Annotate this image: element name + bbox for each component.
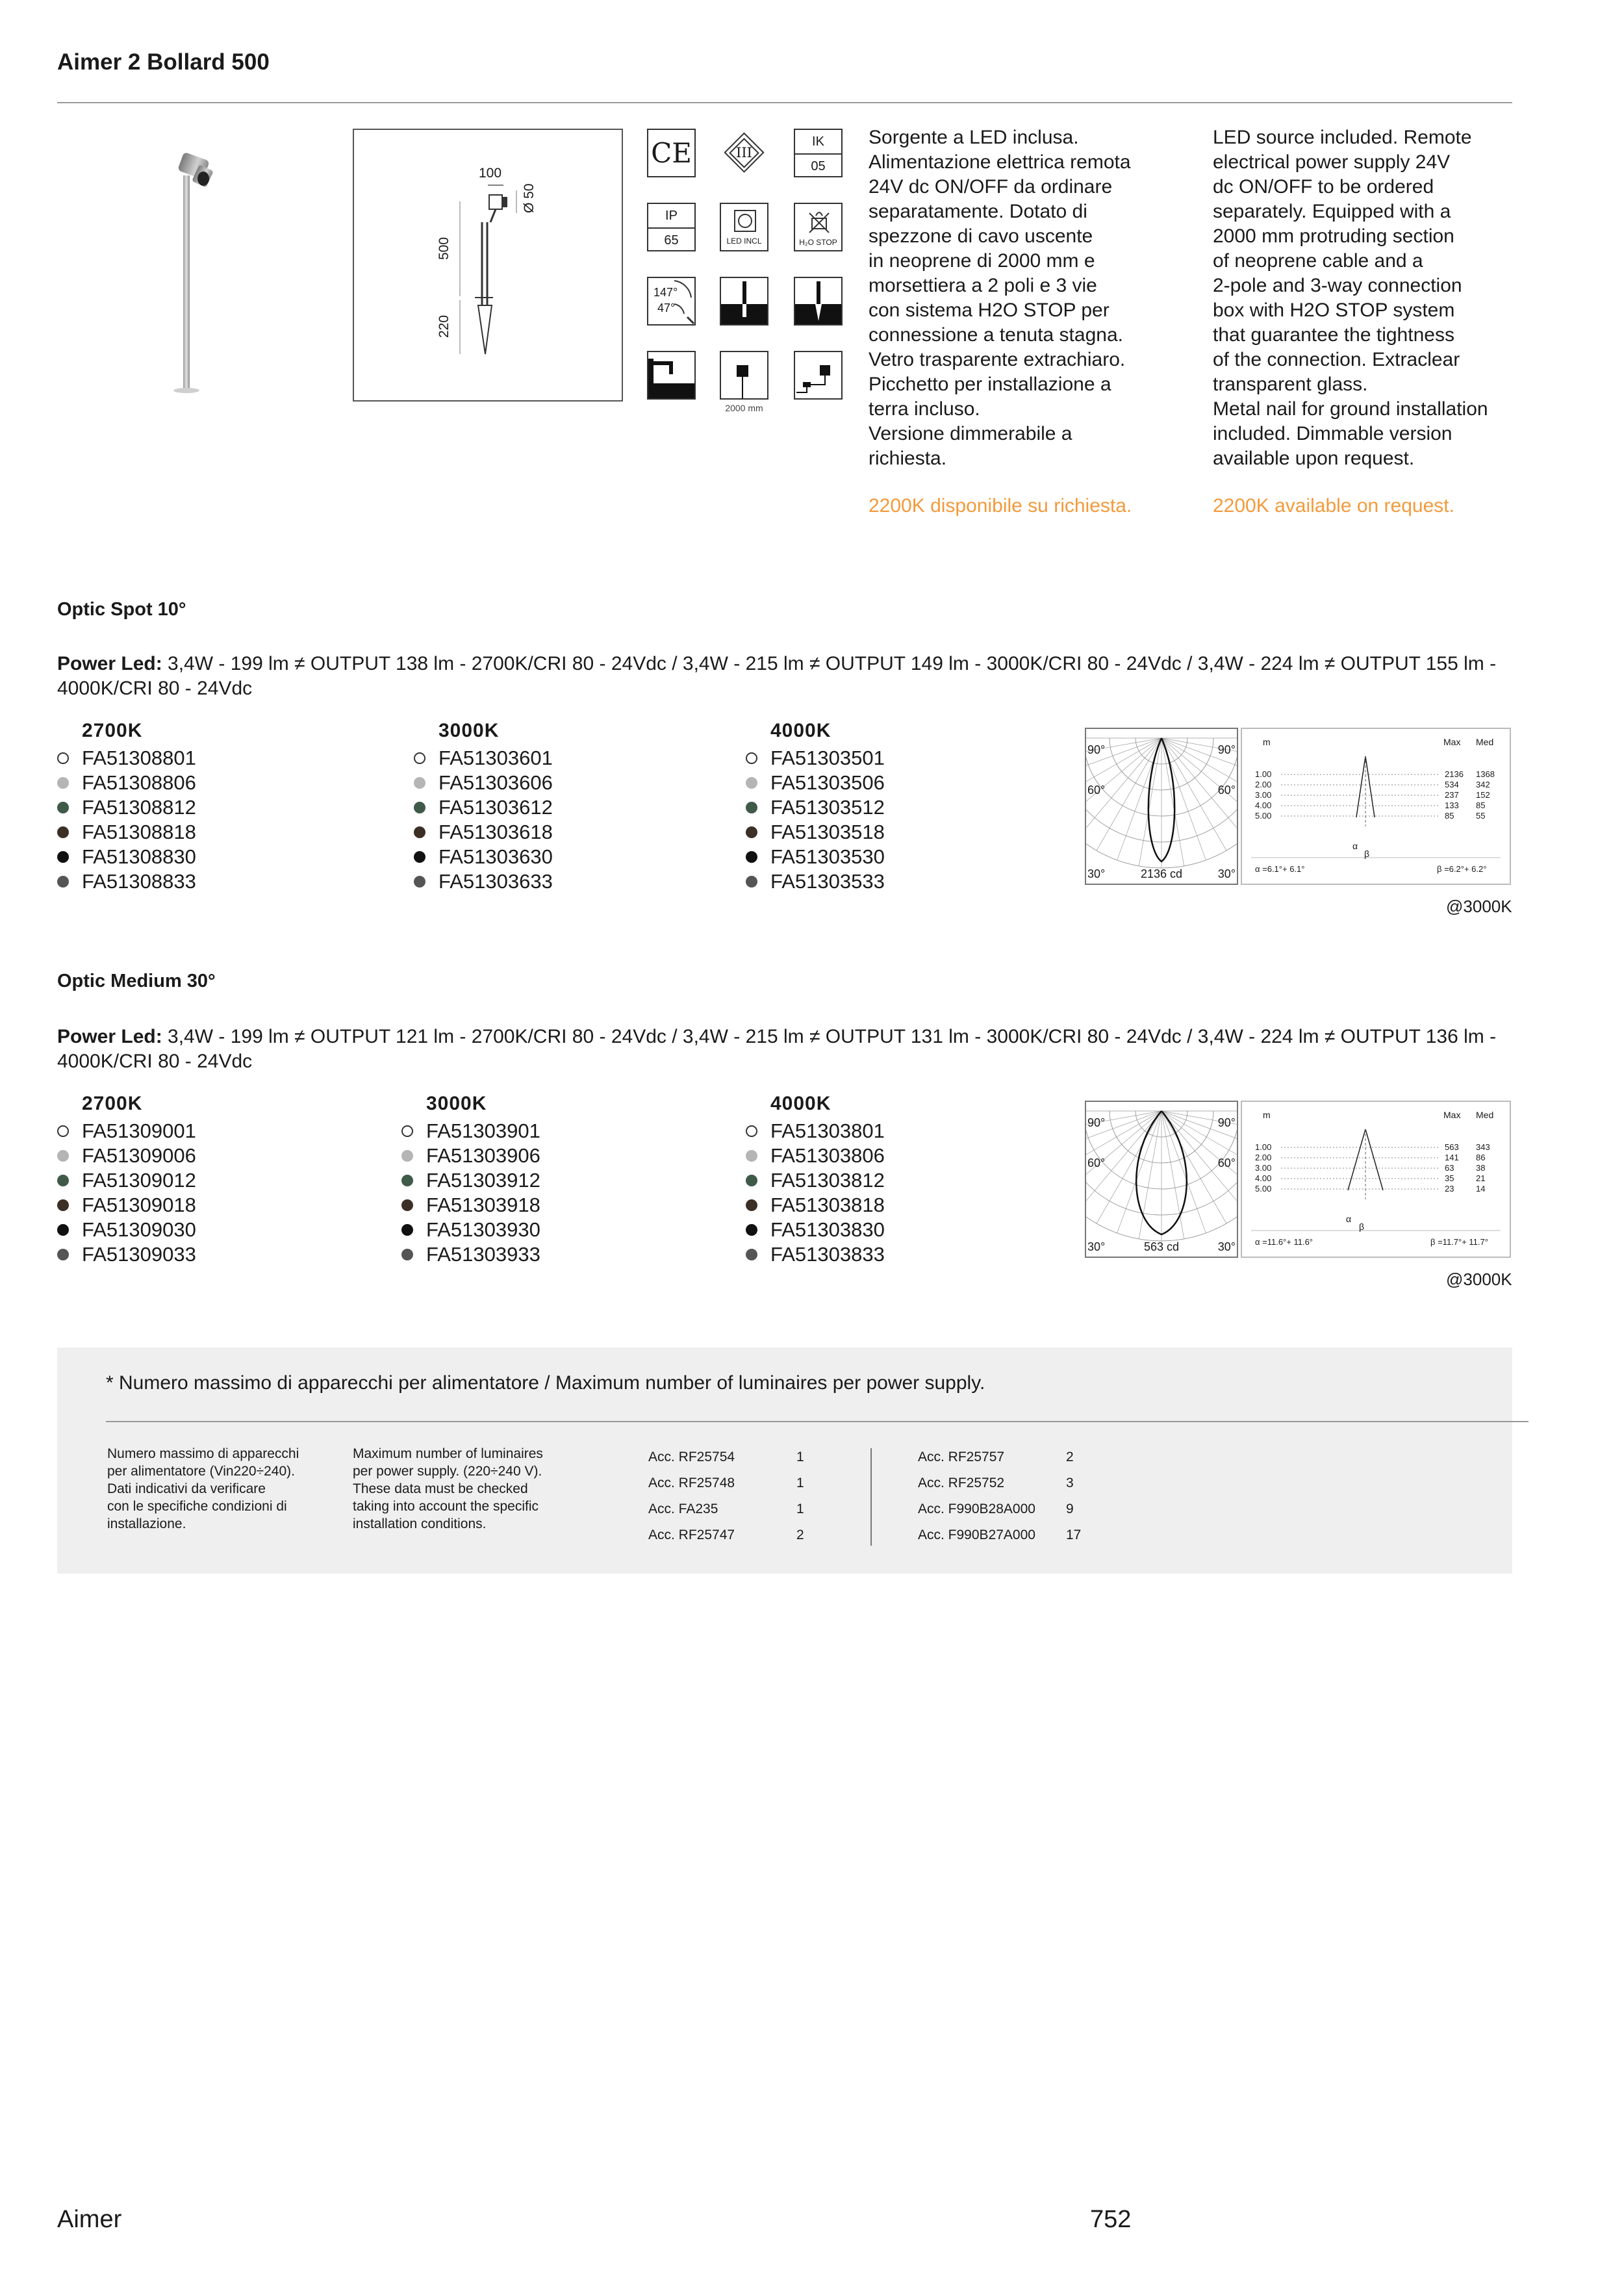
code-item: FA51303501 (746, 746, 885, 771)
ik-rating-icon: IK 05 (794, 129, 843, 177)
table-row: Acc. F990B28A000 9 (918, 1501, 1074, 1516)
finish-swatch (57, 1199, 69, 1211)
code-item: FA51309018 (57, 1193, 196, 1218)
page-number: 752 (1090, 2206, 1132, 2233)
code-item: FA51303633 (414, 869, 553, 894)
ground-install-icon (720, 277, 768, 326)
cone-diagram-medium: m Max Med 1.00 2.00 3.00 4.00 5.00 563 141 63 35 23 343 86 38 21 14 α β α =11.6°+ 11.6° β =11.7°+ 11.7° (1241, 1101, 1511, 1258)
finish-swatch (401, 1175, 413, 1186)
wall-install-icon (647, 351, 696, 400)
codes-3000k-medium: 3000K FA51303901 FA51303906 FA51303912 FA51303918 FA51303930 FA51303933 (401, 1093, 540, 1267)
code-item: FA51309030 (57, 1218, 196, 1242)
finish-swatch (746, 826, 757, 838)
code-item: FA51303830 (746, 1218, 885, 1242)
code-item: FA51308833 (57, 869, 196, 894)
supply-note: * Numero massimo di apparecchi per alimentatore / Maximum number of luminaires per power supply. (106, 1372, 985, 1394)
code-item: FA51303806 (746, 1143, 885, 1168)
finish-swatch (57, 1150, 69, 1162)
technical-drawing (353, 129, 623, 402)
h2o-stop-icon: H₂O STOP (794, 203, 843, 251)
description-it: Sorgente a LED inclusa. Alimentazione elettrica remota 24V dc ON/OFF da ordinare separatamente. Dotato di spezzone di cavo uscente in neoprene di 2000 mm e morsettiera a 2 poli e 3 vie con sistema H2O STOP per connessione a tenuta stagna. Vetro trasparente extrachiaro. Picchetto per installazione a terra incluso. Versione dimmerabile a richiesta. (869, 127, 1131, 469)
code-item: FA51308818 (57, 820, 196, 845)
finish-swatch (414, 777, 425, 789)
supply-table-left (648, 1448, 804, 1552)
finish-swatch (746, 802, 757, 813)
section-title-spot: Optic Spot 10° (57, 599, 186, 620)
table-row: Acc. FA235 1 (648, 1501, 804, 1516)
finish-swatch (57, 1125, 69, 1137)
color-temp-ref-spot: @3000K (1446, 897, 1512, 916)
cone-edge (1365, 1129, 1383, 1190)
finish-swatch (57, 876, 69, 888)
finish-swatch (401, 1150, 413, 1162)
table-row: Acc. RF25752 3 (918, 1476, 1074, 1490)
product-image (166, 140, 244, 400)
code-item: FA51303912 (401, 1168, 540, 1193)
code-item: FA51308806 (57, 771, 196, 795)
code-item: FA51303906 (401, 1143, 540, 1168)
finish-swatch (414, 851, 425, 863)
table-row: Acc. RF25747 2 (648, 1527, 804, 1542)
led-included-icon: LED INCL (720, 203, 768, 251)
finish-swatch (401, 1249, 413, 1260)
code-item: FA51303933 (401, 1242, 540, 1267)
code-item: FA51303901 (401, 1119, 540, 1143)
finish-swatch (746, 752, 757, 764)
code-item: FA51303518 (746, 820, 885, 845)
code-item: FA51303533 (746, 869, 885, 894)
footer-brand: Aimer (57, 2206, 122, 2233)
code-item: FA51303606 (414, 771, 553, 795)
dim-spike: 220 (437, 314, 451, 338)
finish-swatch (57, 777, 69, 789)
ip-rating-icon: IP 65 (647, 203, 696, 251)
finish-swatch (414, 826, 425, 838)
code-item: FA51309006 (57, 1143, 196, 1168)
header-divider (57, 102, 1512, 103)
connection-box-icon (794, 351, 843, 400)
power-spec-medium: Power Led: 3,4W - 199 lm ≠ OUTPUT 121 lm - 2700K/CRI 80 - 24Vdc / 3,4W - 215 lm ≠ OUTPUT 131 lm - 3000K/CRI 80 - 24Vdc / 3,4W - 224 lm ≠ OUTPUT 136 lm - 4000K/CRI 80 - 24Vdc (57, 1026, 1497, 1072)
code-item: FA51303833 (746, 1242, 885, 1267)
color-temp-ref-medium: @3000K (1446, 1270, 1512, 1289)
supply-text-en: Maximum number of luminaires per power supply. (220÷240 V). These data must be checked taking into account the specific installation conditions. (353, 1446, 543, 1531)
codes-3000k-spot: 3000K FA51303601 FA51303606 FA51303612 FA51303618 FA51303630 FA51303633 (414, 720, 553, 894)
finish-swatch (414, 802, 425, 813)
class-iii-icon: III (720, 129, 768, 177)
cable-length-icon (720, 351, 768, 400)
spike-install-icon (794, 277, 843, 326)
code-item: FA51303601 (414, 746, 553, 771)
polar-diagram-spot: 90° 90° 60° 60° 30° 30° 2136 cd (1085, 728, 1238, 885)
codes-4000k-medium: 4000K FA51303801 FA51303806 FA51303812 FA51303818 FA51303830 FA51303833 (746, 1093, 885, 1267)
cable-length-label: 2000 mm (725, 403, 763, 413)
power-supply-box (57, 1348, 1512, 1574)
finish-swatch (57, 826, 69, 838)
table-row: Acc. F990B27A000 17 (918, 1527, 1082, 1542)
finish-swatch (746, 1125, 757, 1137)
code-item: FA51303930 (401, 1218, 540, 1242)
cone-edge (1348, 1129, 1365, 1190)
table-row: Acc. RF25757 2 (918, 1450, 1074, 1464)
code-item: FA51309033 (57, 1242, 196, 1267)
code-item: FA51309001 (57, 1119, 196, 1143)
supply-divider (106, 1421, 1529, 1422)
finish-swatch (401, 1199, 413, 1211)
cone-edge (1356, 756, 1365, 817)
note-2200k-it: 2200K disponibile su richiesta. (869, 495, 1132, 517)
code-item: FA51308812 (57, 795, 196, 820)
finish-swatch (57, 1175, 69, 1186)
code-item: FA51303918 (401, 1193, 540, 1218)
description-en: LED source included. Remote electrical power supply 24V dc ON/OFF to be ordered separately. Equipped with a 2000 mm protruding section of neoprene cable and a 2-pole and 3-way connection box with H2O STOP system that guarantee the tightness of the connection. Extraclear transparent glass. Metal nail for ground installation included. Dimmable version available upon request. (1213, 127, 1488, 469)
finish-swatch (746, 1199, 757, 1211)
finish-swatch (57, 851, 69, 863)
note-2200k-en: 2200K available on request. (1213, 495, 1454, 517)
code-item: FA51303506 (746, 771, 885, 795)
code-item: FA51303612 (414, 795, 553, 820)
finish-swatch (746, 1150, 757, 1162)
code-item: FA51303818 (746, 1193, 885, 1218)
finish-swatch (746, 1224, 757, 1236)
code-item: FA51303630 (414, 845, 553, 869)
page-title: Aimer 2 Bollard 500 (57, 49, 270, 75)
code-item: FA51303618 (414, 820, 553, 845)
section-title-medium: Optic Medium 30° (57, 971, 216, 991)
code-item: FA51308830 (57, 845, 196, 869)
codes-2700k-spot: 2700K FA51308801 FA51308806 FA51308812 FA51308818 FA51308830 FA51308833 (57, 720, 196, 894)
code-item: FA51309012 (57, 1168, 196, 1193)
code-item: FA51303801 (746, 1119, 885, 1143)
table-row: Acc. RF25748 1 (648, 1476, 804, 1490)
dim-diameter: Ø 50 (522, 183, 537, 213)
finish-swatch (746, 876, 757, 888)
finish-swatch (57, 752, 69, 764)
cone-edge (1365, 756, 1375, 817)
finish-swatch (746, 1249, 757, 1260)
table-row: Acc. RF25754 1 (648, 1450, 804, 1464)
ce-icon: CE (647, 129, 696, 177)
power-spec-spot: Power Led: 3,4W - 199 lm ≠ OUTPUT 138 lm - 2700K/CRI 80 - 24Vdc / 3,4W - 215 lm ≠ OUTPUT 149 lm - 3000K/CRI 80 - 24Vdc / 3,4W - 224 lm ≠ OUTPUT 155 lm - 4000K/CRI 80 - 24Vdc (57, 653, 1497, 699)
finish-swatch (414, 752, 425, 764)
finish-swatch (57, 1224, 69, 1236)
supply-text-it: Numero massimo di apparecchi per alimentatore (Vin220÷240). Dati indicativi da verificare con le specifiche condizioni di installazione. (107, 1446, 299, 1531)
dim-width: 100 (479, 166, 502, 181)
polar-diagram-medium: 90° 90° 60° 60° 30° 30° 563 cd (1085, 1101, 1238, 1258)
rotation-angle-icon: 147° 47° (647, 277, 696, 326)
finish-swatch (401, 1224, 413, 1236)
cone-diagram-spot: m Max Med 1.00 2.00 3.00 4.00 5.00 2136 534 237 133 85 1368 342 152 85 55 α β α =6.1°+ 6.1° β =6.2°+ 6.2° (1241, 728, 1511, 885)
code-item: FA51303812 (746, 1168, 885, 1193)
finish-swatch (746, 1175, 757, 1186)
finish-swatch (57, 1249, 69, 1260)
finish-swatch (414, 876, 425, 888)
code-item: FA51303530 (746, 845, 885, 869)
finish-swatch (746, 851, 757, 863)
finish-swatch (57, 802, 69, 813)
dim-height: 500 (437, 236, 451, 260)
finish-swatch (401, 1125, 413, 1137)
supply-table-divider (870, 1448, 872, 1546)
code-item: FA51303512 (746, 795, 885, 820)
codes-2700k-medium: 2700K FA51309001 FA51309006 FA51309012 FA51309018 FA51309030 FA51309033 (57, 1093, 196, 1267)
codes-4000k-spot: 4000K FA51303501 FA51303506 FA51303512 FA51303518 FA51303530 FA51303533 (746, 720, 885, 894)
code-item: FA51308801 (57, 746, 196, 771)
finish-swatch (746, 777, 757, 789)
supply-table-right (918, 1448, 1081, 1552)
